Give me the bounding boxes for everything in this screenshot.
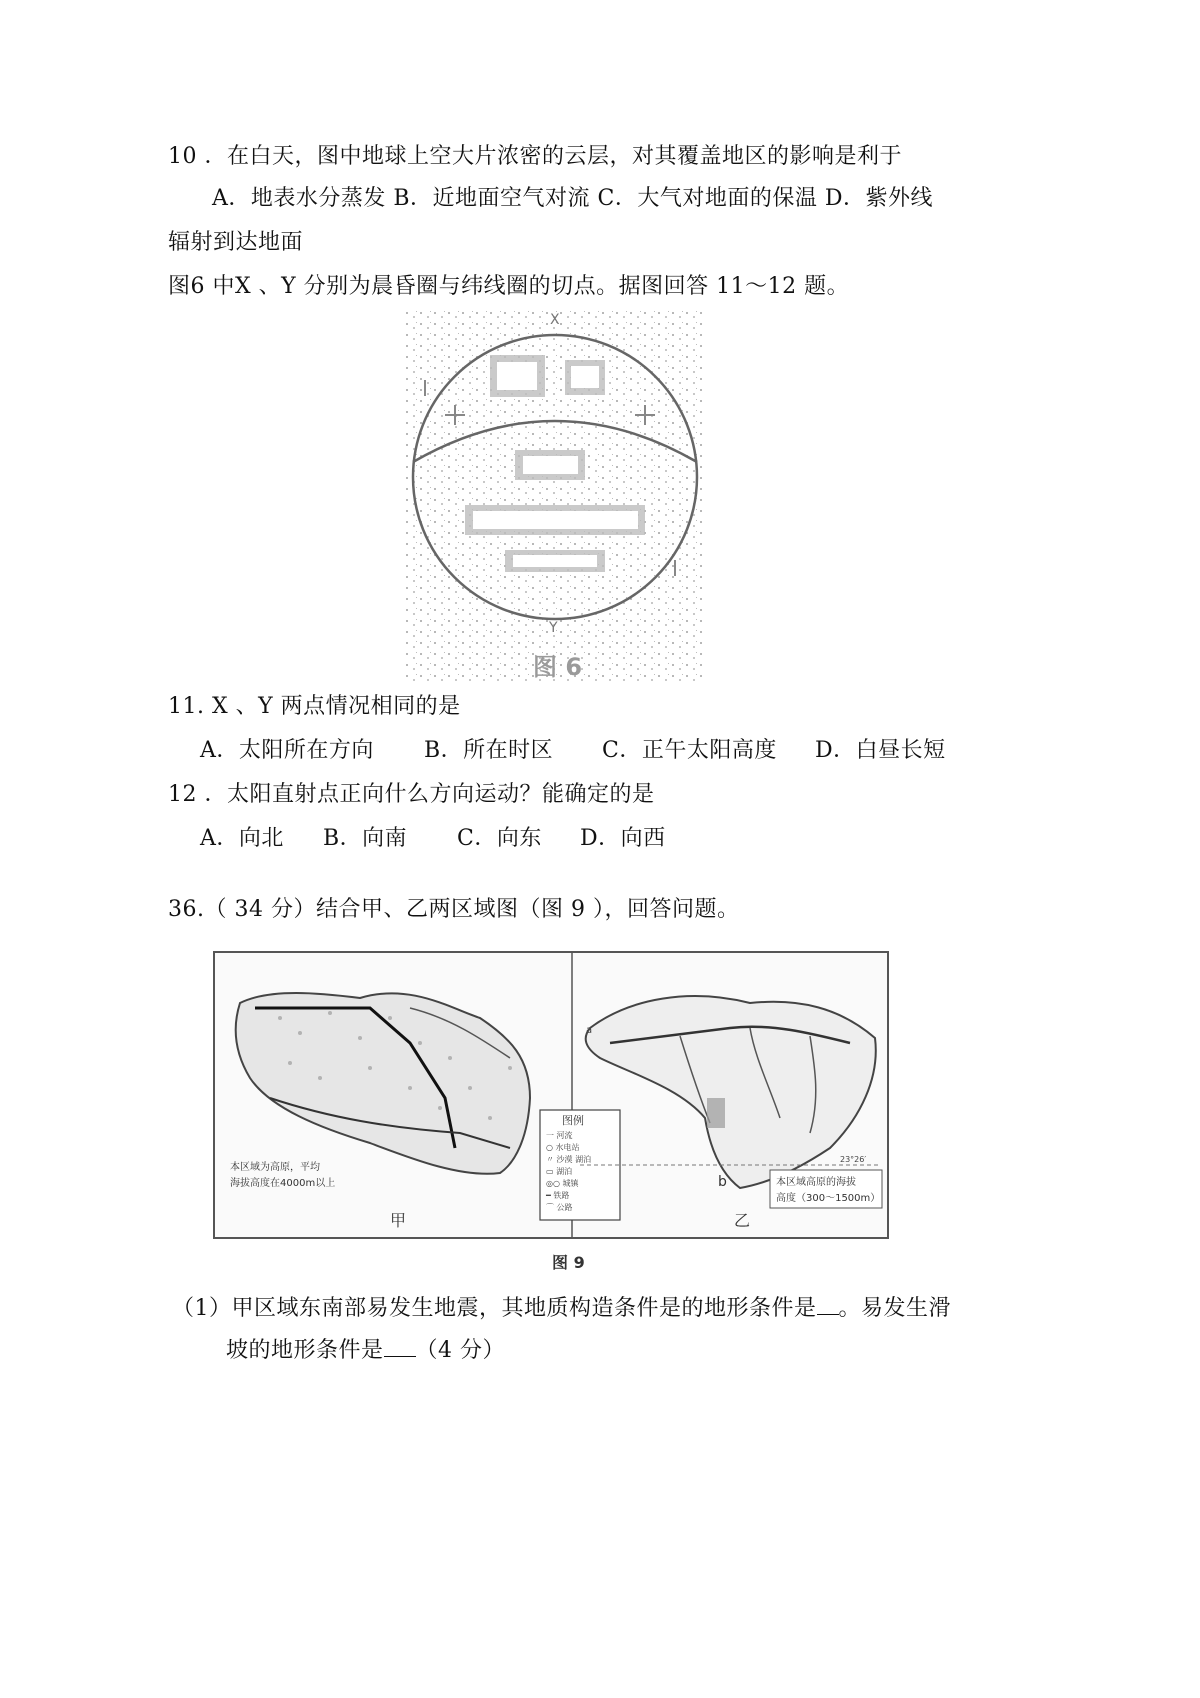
note-right-line1: 本区域高原的海拔: [776, 1177, 856, 1188]
q36-stem: 36.（ 34 分）结合甲、乙两区域图（图 9 ），回答问题。: [168, 897, 740, 922]
q12-option-d: D．向西: [580, 826, 666, 851]
q11-option-d: D．白昼长短: [815, 738, 946, 763]
legend-title: 图例: [562, 1114, 584, 1127]
note-left-line2: 海拔高度在4000m以上: [230, 1178, 336, 1189]
q12-option-c: C．向东: [457, 826, 542, 851]
figure-9-caption: 图 9: [552, 1253, 585, 1272]
q11-option-a: A．太阳所在方向: [200, 738, 374, 763]
q11-option-b: B．所在时区: [424, 738, 554, 763]
figure-6-graphic: [405, 310, 705, 685]
legend-item: 〃 沙漠 湖泊: [546, 1155, 592, 1164]
label-y: Y: [549, 620, 558, 636]
q11-options: [200, 736, 946, 766]
q12-option-b: B．向南: [323, 826, 408, 851]
legend-item: ⌒ 公路: [546, 1203, 573, 1212]
q36-part1-line2: [226, 1336, 505, 1366]
q10-options: A．地表水分蒸发 B．近地面空气对流 C．大气对地面的保温 D．紫外线: [212, 186, 934, 211]
answer-blank[interactable]: [817, 1314, 839, 1315]
q36-part1-text-cont: 。易发生滑: [838, 1296, 952, 1321]
q36-part1-line1: [172, 1294, 951, 1324]
q10-options-cont: 辐射到达地面: [168, 230, 304, 255]
q36-part1-text: （1）甲区域东南部易发生地震，其地质构造条件是的地形条件是: [172, 1296, 817, 1321]
q11-stem: 11. X 、Y 两点情况相同的是: [168, 694, 461, 719]
figure-6: [405, 310, 705, 685]
q12-option-a: A．向北: [200, 826, 284, 851]
q36-part1-text-2: 坡的地形条件是: [226, 1338, 384, 1363]
figure-6-caption: 图 6: [533, 653, 583, 681]
answer-blank[interactable]: [384, 1356, 416, 1357]
figure-9-graphic: [210, 948, 892, 1273]
q12-stem: 12 ．太阳直射点正向什么方向运动？能确定的是: [168, 782, 655, 807]
note-right-line2: 高度（300～1500m）: [776, 1193, 881, 1204]
fig6-intro: 图6 中X 、Y 分别为晨昏圈与纬线圈的切点。据图回答 11～12 题。: [168, 274, 850, 299]
latitude-label: 23°26′: [840, 1155, 867, 1164]
panel-label-jia: 甲: [390, 1211, 407, 1230]
panel-label-yi: 乙: [734, 1211, 751, 1230]
figure-9: [210, 948, 892, 1273]
note-left-line1: 本区域为高原，平均: [230, 1162, 320, 1173]
legend-item: ○ 水电站: [546, 1143, 580, 1152]
q10-stem: 10 ．在白天，图中地球上空大片浓密的云层，对其覆盖地区的影响是利于: [168, 144, 902, 169]
q12-options: [200, 824, 666, 854]
legend-item: ◎○ 城镇: [546, 1179, 579, 1188]
label-b: b: [718, 1174, 727, 1190]
label-x: X: [550, 312, 560, 328]
legend-item: 一 河流: [546, 1131, 573, 1140]
q11-option-c: C．正午太阳高度: [602, 738, 777, 763]
label-a: a: [586, 1025, 593, 1036]
legend-item: ▭ 湖泊: [546, 1167, 573, 1176]
legend-item: ━ 铁路: [546, 1191, 570, 1200]
q36-part1-score: （4 分）: [415, 1338, 506, 1363]
